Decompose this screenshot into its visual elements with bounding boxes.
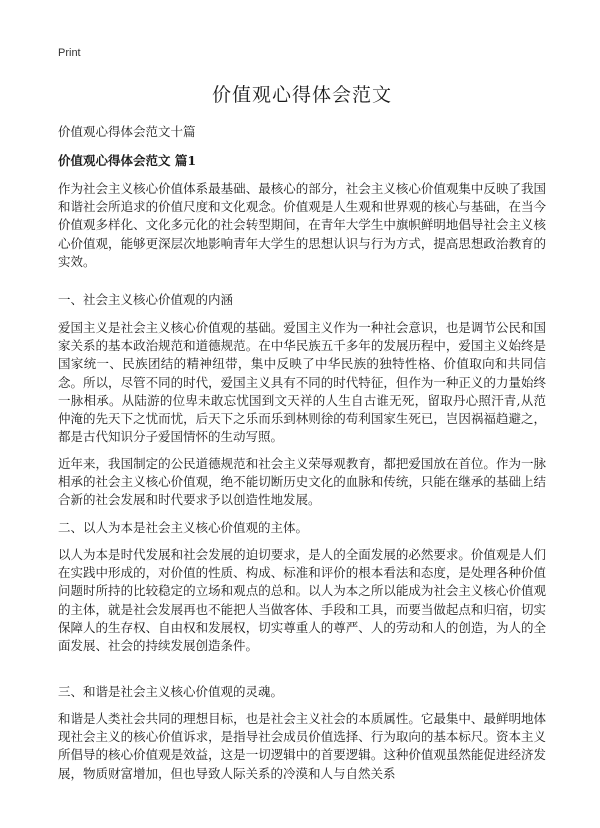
heading-1: 一、社会主义核心价值观的内涵	[58, 292, 234, 307]
print-label[interactable]: Print	[58, 47, 81, 59]
heading-3: 三、和谐是社会主义核心价值观的灵魂。	[58, 684, 284, 699]
paragraph-2: 近年来，我国制定的公民道德规范和社会主义荣辱观教育，都把爱国放在首位。作为一脉相承的社会主义核心价值观，绝不能切断历史文化的血脉和传统，只能在继承的基础上结合新的社会发展和时代要求予以创造性地发展。	[58, 456, 546, 508]
paragraph-3: 以人为本是时代发展和社会发展的迫切要求，是人的全面发展的必然要求。价值观是人们在实践中形成的，对价值的性质、构成、标准和评价的根本看法和态度，是处理各种价值问题时所持的比较稳定的立场和观点的总和。以人为本之所以能成为社会主义核心价值观的主体，就是社会发展再也不能把人当做客体、手段和工具，而要当做起点和归宿，切实保障人的生存权、自由权和发展权，切实尊重人的尊严、人的劳动和人的创造，为人的全面发展、社会的持续发展创造条件。	[58, 547, 546, 654]
paragraph-1: 爱国主义是社会主义核心价值观的基础。爱国主义作为一种社会意识，也是调节公民和国家关系的基本政治规范和道德规范。在中华民族五千多年的发展历程中，爱国主义始终是国家统一、民族团结的精神纽带，集中反映了中华民族的独特性格、价值取向和共同信念。所以，尽管不同的时代，爱国主义具有不同的时代特征，但作为一种正义的力量始终一脉相承。从陆游的位卑未敢忘忧国到文天祥的人生自古谁无死，留取丹心照汗青,从范仲淹的先天下之忧而忧，后天下之乐而乐到林则徐的苟利国家生死已，岂因祸福趋避之，都是古代知识分子爱国情怀的生动写照。	[58, 320, 546, 445]
intro-paragraph: 作为社会主义核心价值体系最基础、最核心的部分，社会主义核心价值观集中反映了我国和谐社会所追求的价值尺度和文化观念。价值观是人生观和世界观的核心与基础，在当今价值观多样化、文化多元化的社会转型期间，在青年大学生中旗帜鲜明地倡导社会主义核心价值观，能够更深层次地影响青年大学生的思想认识与行为方式，提高思想政治教育的实效。	[58, 181, 546, 269]
paragraph-4: 和谐是人类社会共同的理想目标，也是社会主义社会的本质属性。它最集中、最鲜明地体现社会主义的核心价值诉求，是指导社会成员价值选择、行为取向的基本标尺。资本主义所倡导的核心价值观是效益，这是一切逻辑中的首要逻辑。这种价值观虽然能促进经济发展，物质财富增加，但也导致人际关系的冷漠和人与自然关系	[58, 711, 546, 781]
document-subtitle: 价值观心得体会范文十篇	[58, 124, 196, 139]
document-title: 价值观心得体会范文	[211, 84, 392, 106]
heading-2: 二、以人为本是社会主义核心价值观的主体。	[58, 520, 309, 535]
section-title: 价值观心得体会范文 篇1	[58, 153, 197, 168]
